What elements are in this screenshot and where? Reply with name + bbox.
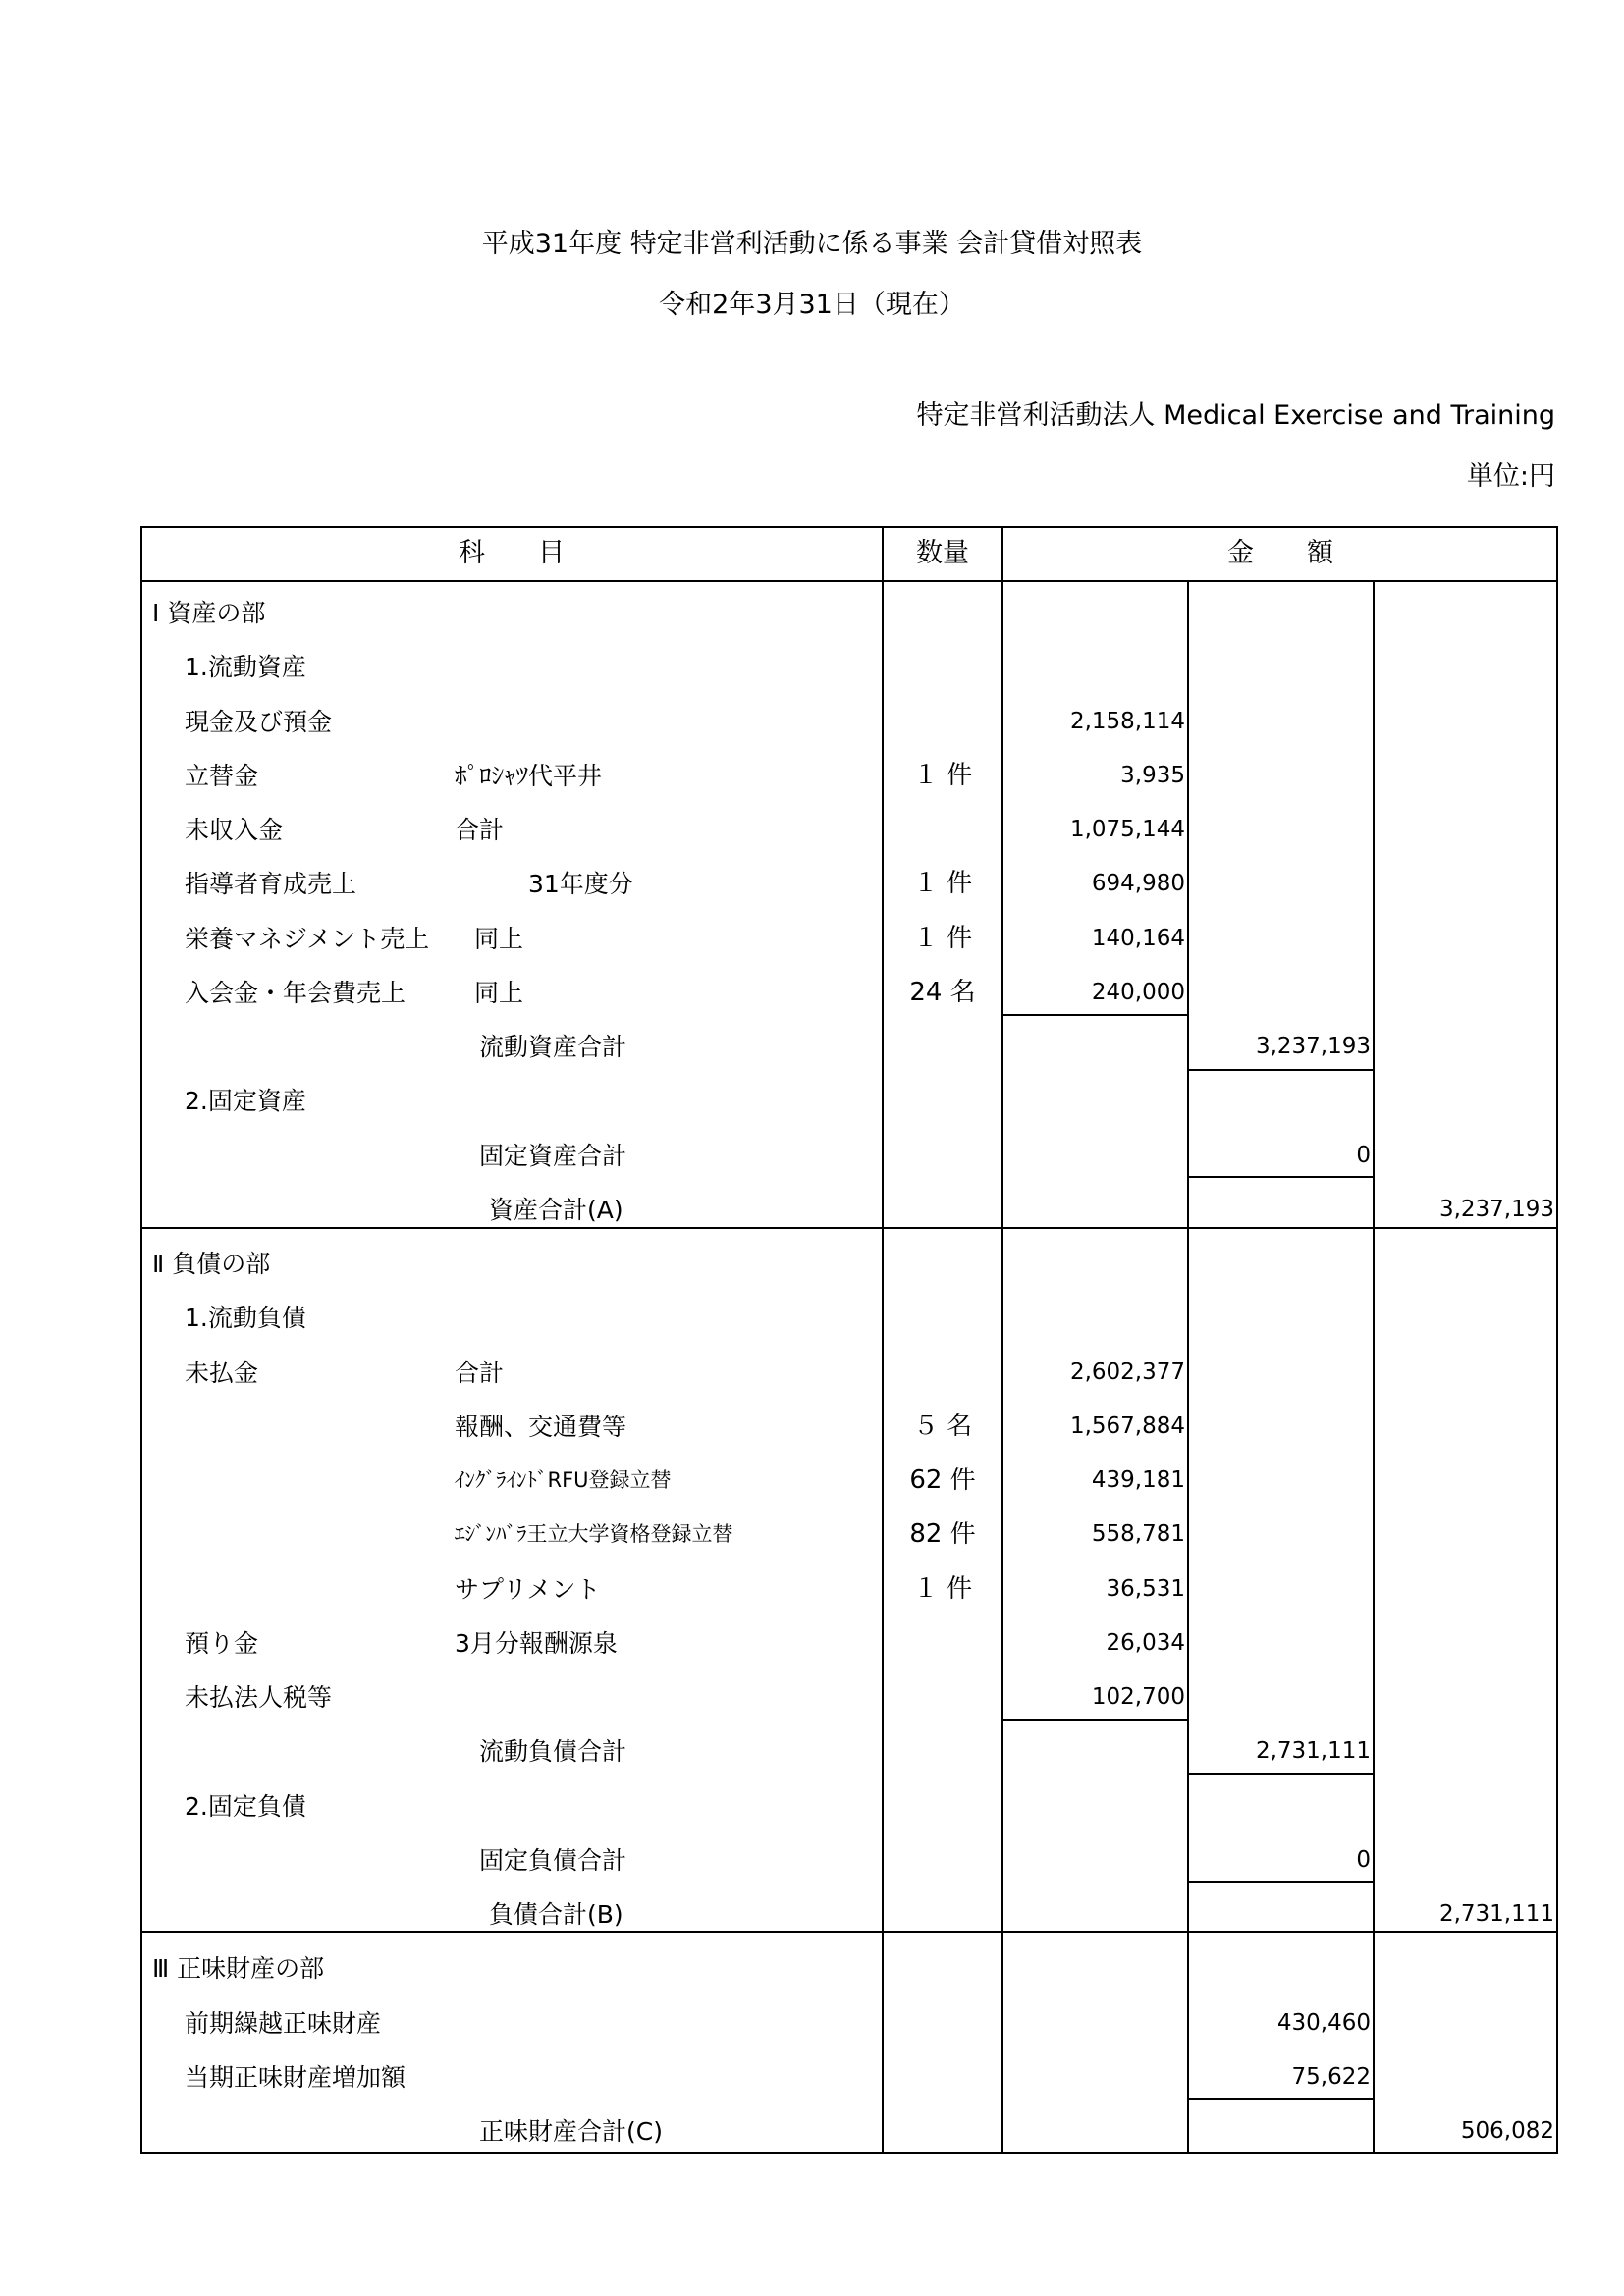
- table-row: [140, 1780, 1558, 1834]
- amount-c3: 3,237,193: [1438, 1196, 1554, 1222]
- row-label: 未払金: [185, 1358, 259, 1387]
- table-row: [140, 1671, 1558, 1725]
- table-row: [140, 1563, 1558, 1617]
- amount-c1: 558,781: [1091, 1522, 1185, 1548]
- row-detail: ﾎﾟﾛｼｬﾂ代平井: [455, 761, 603, 790]
- row-label: 流動資産合計: [479, 1033, 627, 1061]
- row-label: 1.流動負債: [185, 1304, 306, 1333]
- row-quantity: １ 件: [912, 760, 973, 790]
- amount-c3: 2,731,111: [1438, 1901, 1554, 1927]
- row-quantity: 82 件: [909, 1520, 976, 1550]
- table-row: [140, 1237, 1558, 1291]
- row-detail: 報酬、交通費等: [455, 1412, 627, 1441]
- amount-c1: 694,980: [1091, 871, 1185, 897]
- currency-unit: 単位:円: [1466, 461, 1555, 492]
- row-detail: ｲﾝｸﾞﾗｲﾝﾄﾞRFU登録立替: [455, 1468, 672, 1492]
- balance-sheet-table: [140, 526, 1558, 2154]
- row-label: 固定負債合計: [479, 1845, 627, 1875]
- row-label: 2.固定資産: [185, 1087, 306, 1116]
- amount-c1: 26,034: [1106, 1629, 1185, 1656]
- row-detail: 同上: [474, 978, 524, 1007]
- amount-c1: 140,164: [1091, 925, 1185, 951]
- amount-c1: 102,700: [1091, 1684, 1185, 1710]
- row-quantity: １ 件: [912, 869, 973, 899]
- table-row: [140, 1997, 1558, 2051]
- row-label: Ⅱ 負債の部: [152, 1250, 271, 1278]
- row-quantity: １ 件: [912, 923, 973, 953]
- table-row: [140, 1400, 1558, 1454]
- amount-c1: 240,000: [1091, 979, 1185, 1005]
- table-row: [140, 2105, 1558, 2159]
- row-label: 立替金: [185, 761, 259, 790]
- header-divider: [140, 580, 1558, 582]
- row-label: 入会金・年会費売上: [185, 978, 406, 1007]
- row-label: 正味財産合計(C): [479, 2117, 663, 2146]
- amount-c1: 36,531: [1106, 1575, 1185, 1602]
- row-label: Ⅲ 正味財産の部: [152, 1954, 325, 1984]
- row-label: 未収入金: [185, 816, 284, 844]
- row-detail: 合計: [455, 816, 505, 844]
- row-detail: 31年度分: [528, 870, 633, 899]
- table-row: [140, 1291, 1558, 1345]
- amount-c2: 2,731,111: [1255, 1738, 1371, 1765]
- row-detail: サプリメント: [455, 1575, 601, 1604]
- amount-c2: 3,237,193: [1255, 1034, 1371, 1059]
- row-quantity: 62 件: [909, 1466, 976, 1495]
- row-label: 未払法人税等: [185, 1683, 333, 1712]
- table-row: [140, 1454, 1558, 1508]
- table-row: [140, 640, 1558, 694]
- table-row: [140, 1617, 1558, 1671]
- row-label: Ⅰ 資産の部: [152, 599, 266, 627]
- amount-c1: 1,567,884: [1069, 1413, 1185, 1439]
- column-header-subject: 科 目: [459, 538, 565, 568]
- amount-c1: 439,181: [1091, 1468, 1185, 1493]
- column-header-quantity: 数量: [916, 538, 969, 568]
- row-detail: ｴｼﾞﾝﾊﾞﾗ王立大学資格登録立替: [455, 1522, 733, 1547]
- table-row: [140, 966, 1558, 1020]
- row-quantity: ５ 名: [912, 1411, 973, 1441]
- row-label: 流動負債合計: [479, 1737, 627, 1767]
- table-row: [140, 695, 1558, 749]
- table-row: [140, 1942, 1558, 1996]
- table-row: [140, 803, 1558, 857]
- row-label: 当期正味財産増加額: [185, 2062, 406, 2092]
- amount-c3: 506,082: [1460, 2118, 1554, 2144]
- table-row: [140, 1834, 1558, 1888]
- amount-c2: 0: [1356, 1142, 1371, 1168]
- row-label: 預り金: [185, 1629, 259, 1658]
- amount-c2: 430,460: [1276, 2009, 1371, 2036]
- amount-c2: 75,622: [1291, 2063, 1371, 2090]
- amount-c1: 1,075,144: [1069, 817, 1185, 842]
- row-label: 現金及び預金: [185, 707, 333, 736]
- row-detail: 同上: [474, 924, 524, 953]
- table-row: [140, 749, 1558, 803]
- table-row: [140, 1346, 1558, 1400]
- amount-c1: 2,158,114: [1069, 708, 1185, 734]
- organization-name: 特定非営利活動法人 Medical Exercise and Training: [916, 400, 1555, 431]
- document-title: 平成31年度 特定非営利活動に係る事業 会計貸借対照表: [481, 229, 1143, 259]
- table-row: [140, 1508, 1558, 1562]
- table-row: [140, 912, 1558, 966]
- row-label: 固定資産合計: [479, 1141, 627, 1170]
- table-row: [140, 586, 1558, 640]
- table-row: [140, 1020, 1558, 1074]
- table-row: [140, 857, 1558, 911]
- table-row: [140, 1888, 1558, 1942]
- row-quantity: １ 件: [912, 1574, 973, 1604]
- row-detail: 3月分報酬源泉: [455, 1629, 618, 1658]
- table-row: [140, 1129, 1558, 1183]
- row-label: 栄養マネジメント売上: [185, 924, 430, 953]
- row-quantity: 24 名: [909, 977, 976, 1007]
- row-label: 1.流動資産: [185, 653, 306, 682]
- column-header-amount: 金 額: [1227, 538, 1333, 568]
- amount-c2: 0: [1356, 1846, 1371, 1873]
- row-label: 前期繰越正味財産: [185, 2008, 382, 2038]
- document-date: 令和2年3月31日（現在）: [659, 290, 965, 320]
- row-label: 負債合計(B): [489, 1900, 623, 1929]
- table-row: [140, 1725, 1558, 1779]
- row-label: 資産合計(A): [489, 1195, 623, 1224]
- table-row: [140, 2051, 1558, 2105]
- table-row: [140, 1183, 1558, 1237]
- table-row: [140, 1074, 1558, 1128]
- row-label: 2.固定負債: [185, 1791, 306, 1821]
- row-detail: 合計: [455, 1358, 505, 1387]
- amount-c1: 3,935: [1120, 762, 1185, 788]
- amount-c1: 2,602,377: [1069, 1359, 1185, 1385]
- row-label: 指導者育成売上: [185, 870, 357, 899]
